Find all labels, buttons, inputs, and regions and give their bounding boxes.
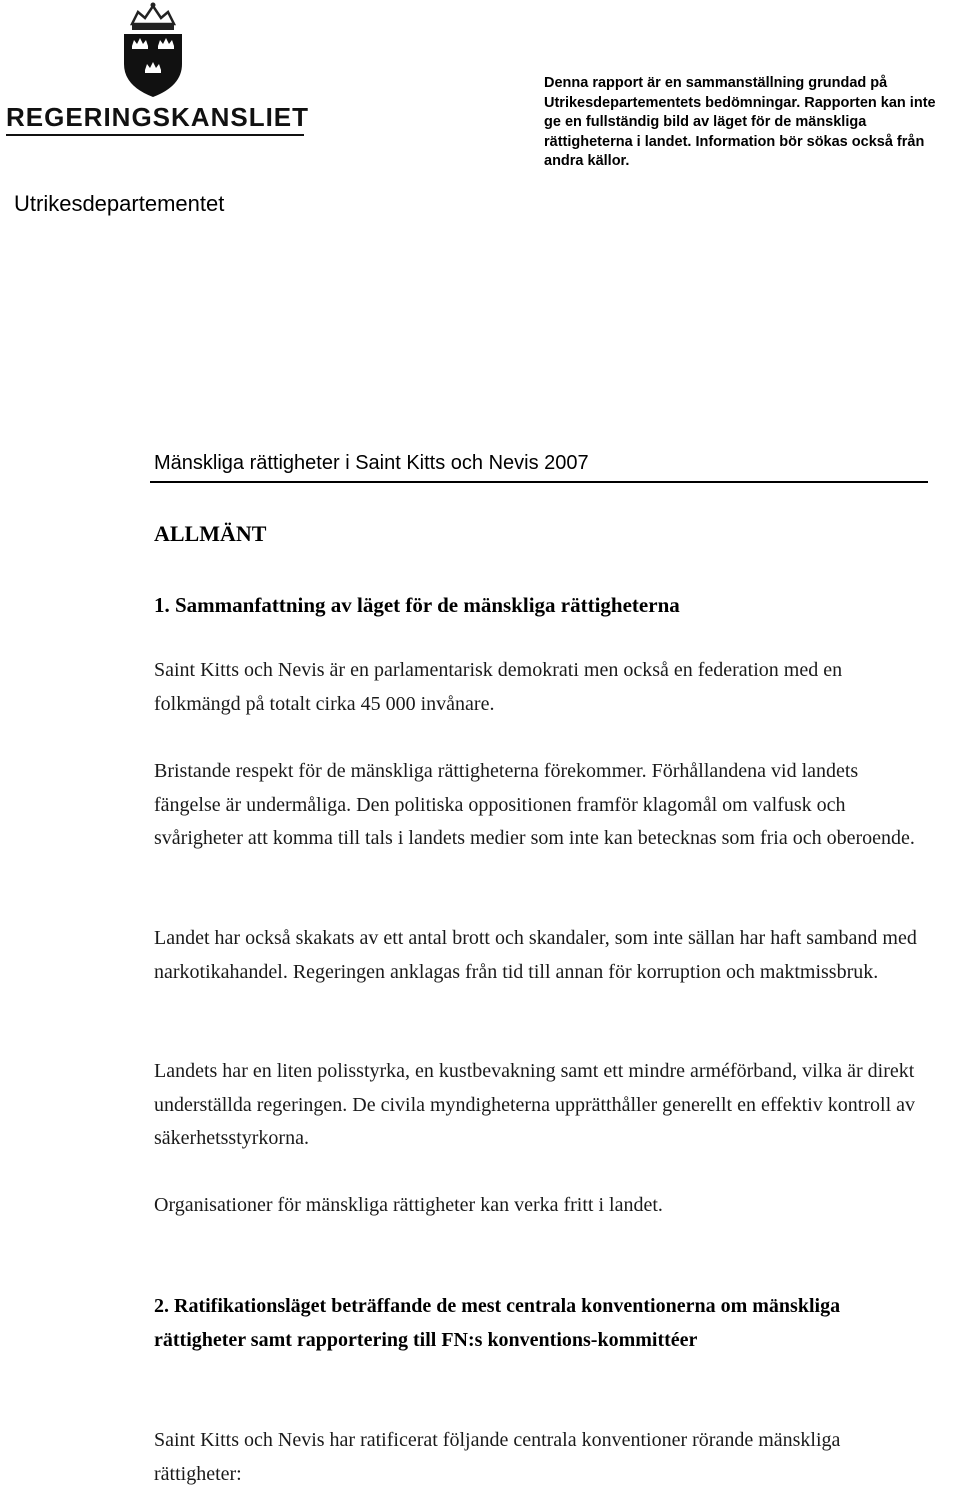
paragraph-final: Saint Kitts och Nevis har ratificerat följande centrala konventioner rörande mänskliga rättigheter: [154, 1429, 841, 1485]
report-title: Mänskliga rättigheter i Saint Kitts och Nevis 2007 [154, 452, 589, 474]
paragraph-4: Landets har en liten polisstyrka, en kustbevakning samt ett mindre arméförband, vilka är direkt underställda regeringen. De civila myndigheterna upprätthåller generellt en effektiv kontroll av säkerhetsstyrkorna. [154, 1060, 916, 1149]
paragraph-3: Landet har också skakats av ett antal brott och skandaler, som inte sällan har haft samband med narkotikahandel. Regeringen anklagas från tid till annan för korruption och maktmissbruk. [154, 927, 917, 983]
paragraph-2: Bristande respekt för de mänskliga rättigheterna förekommer. Förhållandena vid landets fängelse är undermåliga. Den politiska oppositionen framför klagomål om valfusk och svårigheter att komma till tals i landets medier som inte kan betecknas som fria och oberoende. [154, 760, 915, 849]
wordmark: REGERINGSKANSLIET [6, 102, 310, 132]
disclaimer-text: Denna rapport är en sammanställning grundad på Utrikesdepartementets bedömningar. Rapporten kan inte ge en fullständig bild av läget för de mänskliga rättigheterna i landet. Information bör sökas också från andra källor. [544, 75, 936, 169]
paragraph-5: Organisationer för mänskliga rättigheter kan verka fritt i landet. [154, 1194, 663, 1216]
regeringskansliet-logo [0, 0, 320, 150]
title-divider [150, 481, 928, 483]
heading-summary: 1. Sammanfattning av läget för de mänskliga rättigheterna [154, 593, 680, 617]
heading-ratification: 2. Ratifikationsläget beträffande de mest centrala konventionerna om mänskliga rättigheter samt rapportering till FN:s konventions-kommittéer [154, 1295, 841, 1351]
paragraph-1: Saint Kitts och Nevis är en parlamentarisk demokrati men också en federation med en folkmängd på totalt cirka 45 000 invånare. [154, 659, 843, 715]
section-heading: ALLMÄNT [154, 521, 267, 546]
swedish-coat-of-arms-icon [118, 2, 188, 98]
department-name: Utrikesdepartementet [14, 191, 225, 216]
wordmark-underline [6, 134, 304, 136]
